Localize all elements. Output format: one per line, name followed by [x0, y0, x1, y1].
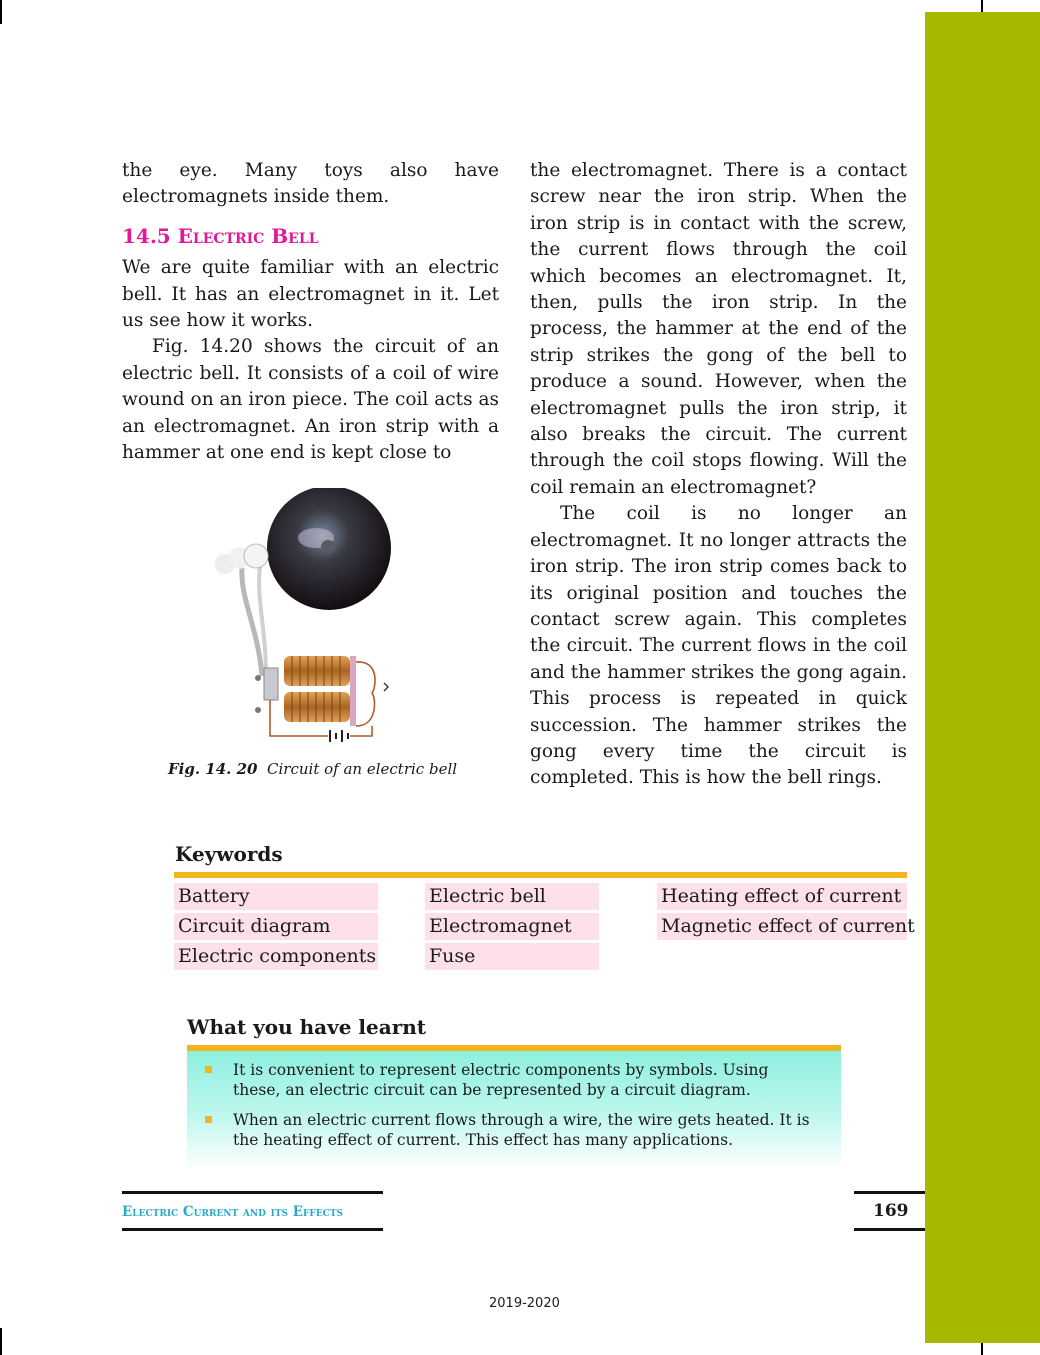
paragraph: the electromagnet. There is a contact screw near the iron strip. When the iron strip is in contact with the screw, the current flows through the coil which becomes an electromagnet. It, then, pulls the iron strip. In the process, the hammer at the end of the strip strikes the gong of the bell to produce a sound. However, when the electromagnet pulls the iron strip, it also breaks the circuit. The current through the coil stops flowing. Will the coil remain an electromagnet? — [530, 160, 907, 498]
keywords-title: Keywords — [175, 842, 283, 866]
keyword: Electric bell — [425, 883, 599, 910]
keyword: Circuit diagram — [174, 913, 378, 940]
keyword: Fuse — [425, 943, 599, 970]
keyword: Electromagnet — [425, 913, 599, 940]
paragraph: the eye. Many toys also have electromagnets inside them. — [122, 160, 499, 208]
figure-caption — [168, 760, 457, 778]
side-color-bar — [925, 12, 1040, 1343]
learnt-title: What you have learnt — [187, 1015, 427, 1039]
right-text-column — [530, 158, 907, 792]
electric-bell-illustration — [200, 488, 420, 750]
keyword: Magnetic effect of current — [657, 913, 907, 940]
figure-caption-text: Circuit of an electric bell — [267, 760, 458, 778]
chapter-title: Electric Current and its Effects — [122, 1204, 344, 1220]
paragraph: We are quite familiar with an electric bell. It has an electromagnet in it. Let us see how it works. — [122, 257, 499, 332]
footer-rule — [122, 1228, 383, 1231]
bullet-icon — [205, 1116, 212, 1123]
keywords-column-1 — [174, 883, 378, 973]
left-text-column — [122, 158, 499, 466]
bullet-icon — [205, 1066, 212, 1073]
hammer — [244, 544, 268, 568]
electric-bell-figure — [200, 488, 420, 750]
keywords-column-3 — [657, 883, 915, 943]
footer-rule — [854, 1191, 925, 1194]
keywords-rule — [174, 872, 907, 878]
keyword: Heating effect of current — [657, 883, 907, 910]
footer-rule — [854, 1228, 925, 1231]
learnt-summary-box — [187, 1051, 841, 1169]
learnt-item: It is convenient to represent electric components by symbols. Using these, an electric circuit can be represented by a circuit diagram. — [233, 1061, 769, 1099]
learnt-item: When an electric current flows through a wire, the wire gets heated. It is the heating effect of current. This effect has many applications. — [233, 1111, 810, 1149]
paragraph: Fig. 14.20 shows the circuit of an electric bell. It consists of a coil of wire wound on an iron piece. The coil acts as an electromagnet. An iron strip with a hammer at one end is kept close to — [122, 336, 499, 464]
figure-label: Fig. 14. 20 — [168, 760, 258, 778]
page-number: 169 — [873, 1201, 909, 1221]
battery-icon — [330, 730, 348, 742]
footer-rule — [122, 1191, 383, 1194]
crop-mark — [0, 1328, 2, 1355]
paragraph: The coil is no longer an electromagnet. It no longer attracts the iron strip. The iron strip comes back to its original position and touches the contact screw again. This completes the circuit. The current flows in the coil and the hammer strikes the gong again. This process is repeated in quick succession. The hammer strikes the gong every time the circuit is completed. This is how the bell rings. — [530, 503, 907, 789]
year-label: 2019-2020 — [489, 1296, 560, 1311]
keyword: Battery — [174, 883, 378, 910]
crop-mark — [0, 0, 2, 24]
keywords-column-2 — [425, 883, 599, 973]
section-heading: 14.5 Electric Bell — [122, 223, 319, 248]
keyword: Electric components — [174, 943, 378, 970]
